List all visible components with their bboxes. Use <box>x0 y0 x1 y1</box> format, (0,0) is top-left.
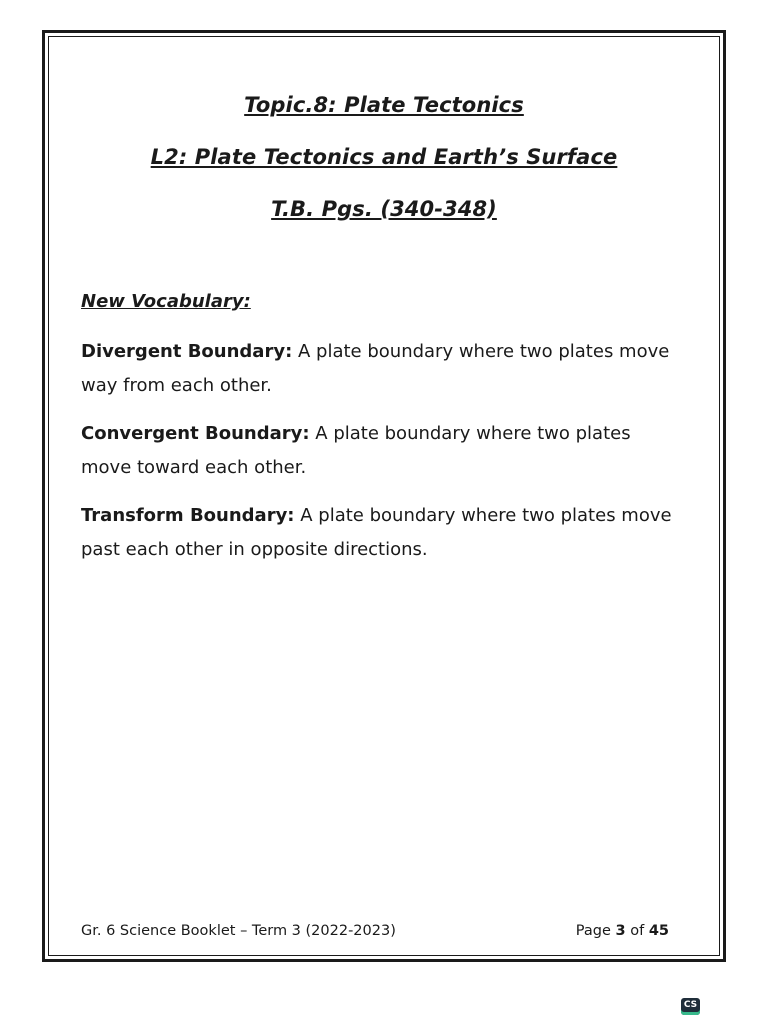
vocabulary-definition: A plate boundary where two plates move past each other in opposite directions. <box>81 505 672 560</box>
vocabulary-item-convergent <box>81 417 681 485</box>
vocabulary-definition: A plate boundary where two plates move way from each other. <box>81 341 670 396</box>
total-pages: 45 <box>648 923 669 939</box>
vocabulary-definition: A plate boundary where two plates move toward each other. <box>81 423 631 478</box>
page-label: Page <box>575 923 611 939</box>
page-border <box>42 30 726 962</box>
lesson-title: L2: Plate Tectonics and Earth’s Surface <box>150 145 618 169</box>
current-page: 3 <box>615 923 626 939</box>
vocabulary-term: Convergent Boundary: <box>81 423 310 444</box>
vocabulary-term: Divergent Boundary: <box>81 341 293 362</box>
of-label: of <box>630 923 645 939</box>
footer-booklet-title: Gr. 6 Science Booklet – Term 3 (2022-2023) <box>81 923 396 939</box>
camscanner-logo-icon: CS <box>681 998 700 1015</box>
footer-page-number <box>576 923 669 939</box>
vocabulary-item-transform <box>81 499 681 567</box>
vocabulary-term: Transform Boundary: <box>81 505 295 526</box>
textbook-pages: T.B. Pgs. (340-348) <box>271 197 497 221</box>
vocabulary-list <box>81 335 681 581</box>
vocabulary-item-divergent <box>81 335 681 403</box>
vocabulary-title: New Vocabulary: <box>81 291 251 312</box>
topic-title: Topic.8: Plate Tectonics <box>244 93 524 117</box>
